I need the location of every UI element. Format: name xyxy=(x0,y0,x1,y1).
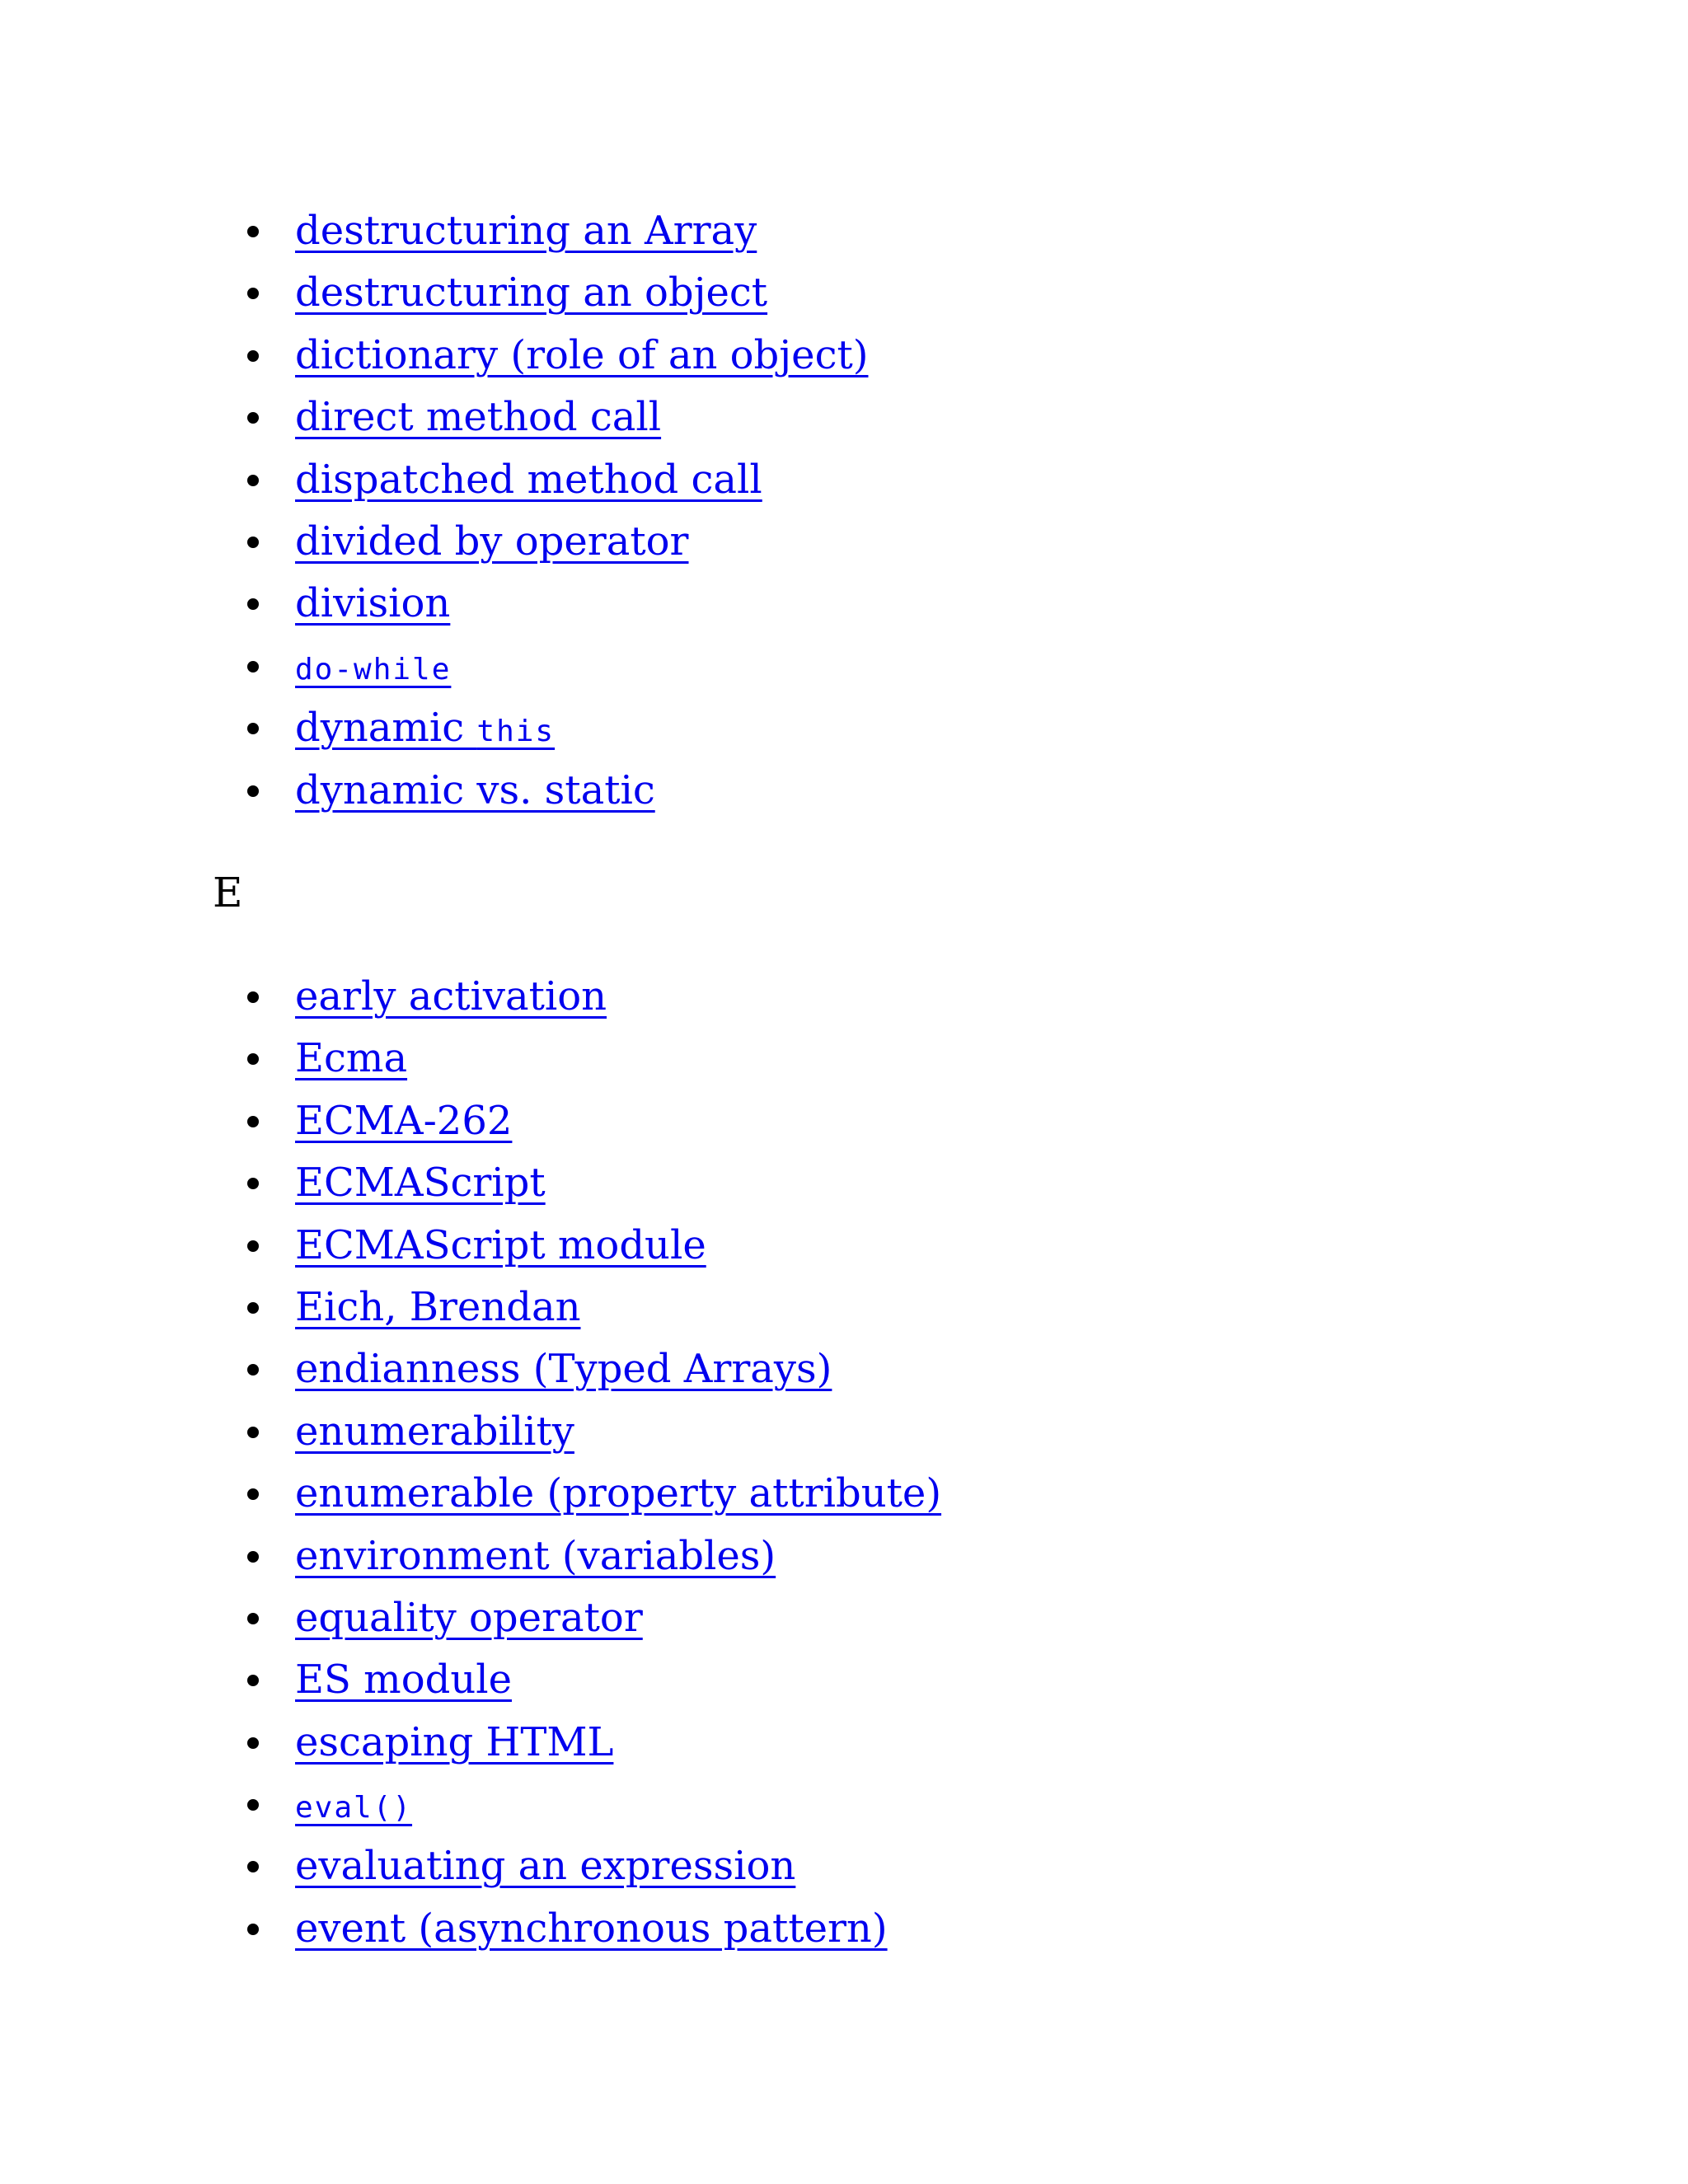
index-entry xyxy=(295,1090,941,1152)
index-entry xyxy=(295,387,868,448)
index-entry-text: ECMAScript module xyxy=(295,1221,706,1268)
index-entry xyxy=(295,966,941,1028)
index-entry-link[interactable] xyxy=(295,208,757,254)
index-entry xyxy=(295,1152,941,1214)
index-entry-link[interactable] xyxy=(295,1098,512,1144)
index-entry-text: evaluating an expression xyxy=(295,1843,796,1890)
index-list-d xyxy=(213,200,868,822)
index-entry-link[interactable] xyxy=(295,518,689,565)
index-entry-link[interactable] xyxy=(295,1781,412,1827)
index-entry-link[interactable] xyxy=(295,1035,407,1081)
index-entry-text: event (asynchronous pattern) xyxy=(295,1905,888,1952)
index-entry-text: ECMA-262 xyxy=(295,1097,513,1144)
index-entry-text: escaping HTML xyxy=(295,1718,614,1765)
index-entry-text: direct method call xyxy=(295,394,662,441)
index-entry xyxy=(295,1649,941,1711)
index-entry-code: eval() xyxy=(295,1791,413,1825)
index-entry-link[interactable] xyxy=(295,1533,776,1579)
index-entry-text: Eich, Brendan xyxy=(295,1283,581,1330)
index-entry-text: ES module xyxy=(295,1657,512,1704)
index-entry xyxy=(295,1712,941,1774)
index-entry-link[interactable] xyxy=(295,1719,613,1765)
index-entry-text: divided by operator xyxy=(295,518,689,565)
index-entry-link[interactable] xyxy=(295,1905,888,1952)
index-entry xyxy=(295,760,868,822)
index-entry-link[interactable] xyxy=(295,1222,706,1268)
index-entry-code: do-while xyxy=(295,652,452,687)
index-entry xyxy=(295,1277,941,1338)
index-entry-text: equality operator xyxy=(295,1594,643,1641)
index-entry xyxy=(295,1463,941,1525)
index-entry-link[interactable] xyxy=(295,1843,795,1889)
index-entry xyxy=(295,325,868,387)
index-entry xyxy=(295,1215,941,1277)
index-entry-text: enumerability xyxy=(295,1408,574,1455)
index-entry-text: dictionary (role of an object) xyxy=(295,331,869,378)
index-entry xyxy=(295,262,868,324)
index-entry-link[interactable] xyxy=(295,705,555,751)
index-entry xyxy=(295,1898,941,1960)
index-entry-link[interactable] xyxy=(295,332,868,378)
index-entry-text: dispatched method call xyxy=(295,456,762,503)
index-entry-link[interactable] xyxy=(295,457,762,503)
index-entry-link[interactable] xyxy=(295,269,767,316)
index-entry-text: Ecma xyxy=(295,1035,408,1082)
index-entry-link[interactable] xyxy=(295,394,661,440)
index-entry-link[interactable] xyxy=(295,973,607,1019)
index-entry-text: destructuring an object xyxy=(295,269,768,316)
index-entry-link[interactable] xyxy=(295,1160,546,1206)
index-entry-link[interactable] xyxy=(295,1346,832,1392)
index-entry xyxy=(295,1774,941,1835)
index-entry-text: dynamic xyxy=(295,705,477,752)
index-entry-link[interactable] xyxy=(295,1595,643,1641)
index-entry-link[interactable] xyxy=(295,767,655,813)
index-entry-text: ECMAScript xyxy=(295,1160,546,1207)
index-entry-text: environment (variables) xyxy=(295,1532,776,1579)
index-entry-link[interactable] xyxy=(295,643,451,689)
index-entry xyxy=(295,1401,941,1463)
index-entry xyxy=(295,511,868,573)
index-entry xyxy=(295,1587,941,1649)
index-entry xyxy=(295,1526,941,1587)
index-entry-text: endianness (Typed Arrays) xyxy=(295,1346,832,1393)
index-entry-link[interactable] xyxy=(295,1657,512,1703)
section-heading-e: E xyxy=(213,869,243,916)
index-entry xyxy=(295,200,868,262)
index-entry-code: this xyxy=(476,715,556,749)
index-entry xyxy=(295,1028,941,1090)
index-entry xyxy=(295,697,868,759)
index-entry-text: division xyxy=(295,580,451,627)
index-entry-text: enumerable (property attribute) xyxy=(295,1470,942,1517)
index-entry-link[interactable] xyxy=(295,580,450,626)
index-entry-link[interactable] xyxy=(295,1408,574,1455)
index-entry xyxy=(295,635,868,697)
index-entry xyxy=(295,573,868,635)
index-entry-text: early activation xyxy=(295,973,607,1019)
index-entry-link[interactable] xyxy=(295,1470,941,1516)
index-entry-text: dynamic vs. static xyxy=(295,766,655,813)
index-entry xyxy=(295,449,868,511)
index-entry-text: destructuring an Array xyxy=(295,208,757,254)
index-list-e xyxy=(213,966,941,1960)
index-entry xyxy=(295,1338,941,1400)
index-entry xyxy=(295,1835,941,1897)
index-entry-link[interactable] xyxy=(295,1284,581,1330)
